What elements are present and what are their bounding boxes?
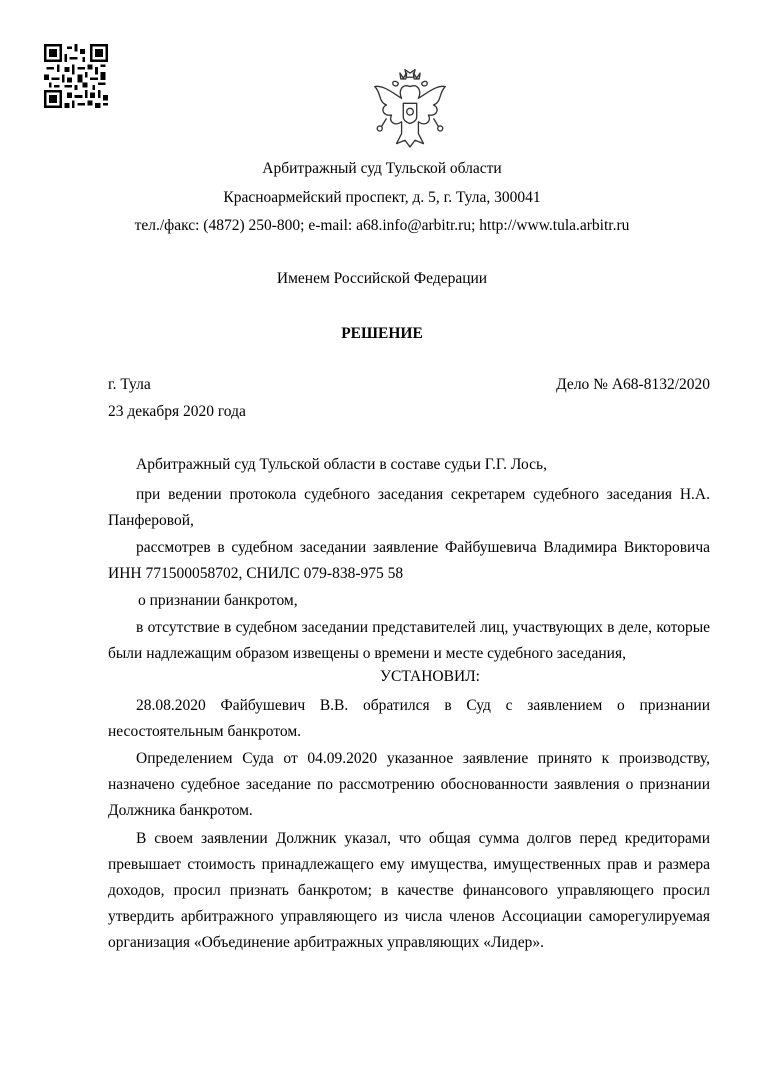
court-name: Арбитражный суд Тульской области (262, 160, 502, 177)
paragraph-debtor-claim: В своем заявлении Должник указал, что общая сумма долгов перед кредиторами превышает стоимость принадлежащего ему имущества, имущественных прав и размера доходов, просил признать банкротом; в качестве финансового управляющего просил утвердить арбитражного управляющего из числа членов Ассоциации саморегулируемая организация «Объединение арбитражных управляющих «Лидер». (108, 830, 710, 951)
paragraph-application: рассмотрев в судебном заседании заявление Файбушевича Владимира Викторовича ИНН 771500058702, СНИЛС 079-838-975 58 (108, 539, 710, 582)
decision-date: 23 декабря 2020 года (108, 403, 246, 420)
paragraph-secretary: при ведении протокола судебного заседания секретарем судебного заседания Н.А. Панферовой, (108, 486, 710, 529)
established-heading: УСТАНОВИЛ: (380, 668, 480, 685)
doc-title: РЕШЕНИЕ (341, 325, 423, 342)
paragraph-court-composition: Арбитражный суд Тульской области в составе судьи Г.Г. Лось, (136, 456, 547, 473)
paragraph-subject: о признании банкротом, (138, 592, 298, 609)
case-number: Дело № А68-8132/2020 (556, 376, 710, 393)
court-address: Красноармейский проспект, д. 5, г. Тула, 300041 (223, 189, 541, 206)
coat-of-arms-icon (368, 68, 452, 152)
preamble: Именем Российской Федерации (276, 270, 488, 287)
paragraph-absence: в отсутствие в судебном заседании представителей лиц, участвующих в деле, которые были надлежащим образом извещены о времени и месте судебного заседания, (108, 619, 710, 662)
paragraph-ruling: Определением Суда от 04.09.2020 указанное заявление принято к производству, назначено судебное заседание по рассмотрению обоснованности заявления о признании Должника банкротом. (108, 750, 710, 819)
qr-code (44, 44, 108, 108)
city: г. Тула (108, 376, 151, 393)
court-contacts: тел./факс: (4872) 250-800; e-mail: a68.info@arbitr.ru; http://www.tula.arbitr.ru (134, 217, 630, 234)
paragraph-filing: 28.08.2020 Файбушевич В.В. обратился в Суд с заявлением о признании несостоятельным банкротом. (108, 697, 710, 740)
